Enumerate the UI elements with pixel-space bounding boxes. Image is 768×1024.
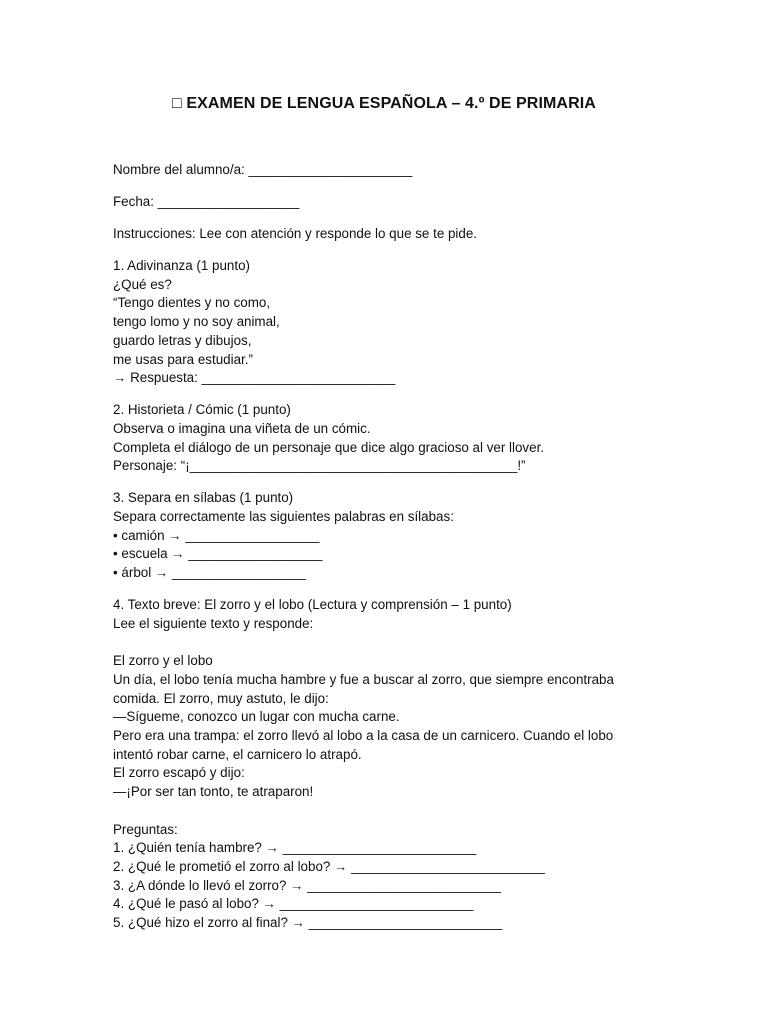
question-item: 1. ¿Quién tenía hambre? → __________________________ bbox=[113, 840, 477, 856]
title-text: EXAMEN DE LENGUA ESPAÑOLA – 4.º DE PRIMARIA bbox=[186, 95, 596, 112]
questions-heading: Preguntas: bbox=[113, 821, 178, 837]
syllable-item: • escuela → __________________ bbox=[113, 546, 323, 562]
riddle-line: guardo letras y dibujos, bbox=[113, 332, 252, 348]
riddle-line: me usas para estudiar.” bbox=[113, 351, 253, 367]
reading-instruction: Lee el siguiente texto y responde: bbox=[113, 615, 314, 631]
section-comic bbox=[113, 401, 673, 476]
instructions: Instrucciones: Lee con atención y responde lo que se te pide. bbox=[113, 226, 478, 241]
riddle-line: tengo lomo y no soy animal, bbox=[113, 314, 280, 330]
riddle-line: “Tengo dientes y no como, bbox=[113, 295, 271, 311]
story-line: Un día, el lobo tenía mucha hambre y fue a buscar al zorro, que siempre encontraba bbox=[113, 671, 614, 687]
section-riddle bbox=[113, 257, 673, 388]
story-line: Pero era una trampa: el zorro llevó al lobo a la casa de un carnicero. Cuando el lobo bbox=[113, 728, 614, 744]
missing-glyph-icon: □ bbox=[172, 95, 182, 112]
question-item: 4. ¿Qué le pasó al lobo? → __________________________ bbox=[113, 896, 474, 912]
section-heading: 1. Adivinanza (1 punto) bbox=[113, 258, 250, 273]
comic-line: Completa el diálogo de un personaje que dice algo gracioso al ver llover. bbox=[113, 439, 545, 455]
page-title bbox=[0, 95, 768, 113]
section-reading bbox=[113, 596, 673, 933]
section-heading: 3. Separa en sílabas (1 punto) bbox=[113, 490, 294, 506]
riddle-question: ¿Qué es? bbox=[113, 276, 172, 292]
story-title: El zorro y el lobo bbox=[113, 653, 213, 669]
student-name-field: Nombre del alumno/a: ______________________ bbox=[113, 162, 413, 177]
comic-dialogue-line: Personaje: “¡____________________________________________!” bbox=[113, 458, 526, 474]
question-item: 5. ¿Qué hizo el zorro al final? → __________________________ bbox=[113, 915, 503, 931]
comic-line: Observa o imagina una viñeta de un cómic. bbox=[113, 420, 371, 436]
section-syllables bbox=[113, 489, 673, 583]
section-heading: 4. Texto breve: El zorro y el lobo (Lectura y comprensión – 1 punto) bbox=[113, 597, 512, 613]
story-line: comida. El zorro, muy astuto, le dijo: bbox=[113, 690, 329, 706]
syllables-instruction: Separa correctamente las siguientes palabras en sílabas: bbox=[113, 509, 454, 525]
exam-content bbox=[113, 161, 673, 933]
story-line: —¡Por ser tan tonto, te atraparon! bbox=[113, 784, 314, 800]
riddle-answer-line: → Respuesta: __________________________ bbox=[113, 370, 396, 386]
question-item: 3. ¿A dónde lo llevó el zorro? → __________________________ bbox=[113, 877, 501, 893]
story-line: intentó robar carne, el carnicero lo atrapó. bbox=[113, 746, 362, 762]
story-line: El zorro escapó y dijo: bbox=[113, 765, 245, 781]
story-line: —Sígueme, conozco un lugar con mucha carne. bbox=[113, 709, 400, 725]
syllable-item: • árbol → __________________ bbox=[113, 565, 307, 581]
date-field: Fecha: ___________________ bbox=[113, 194, 300, 209]
question-item: 2. ¿Qué le prometió el zorro al lobo? → __________________________ bbox=[113, 858, 545, 874]
section-heading: 2. Historieta / Cómic (1 punto) bbox=[113, 402, 291, 418]
syllable-item: • camión → __________________ bbox=[113, 527, 320, 543]
